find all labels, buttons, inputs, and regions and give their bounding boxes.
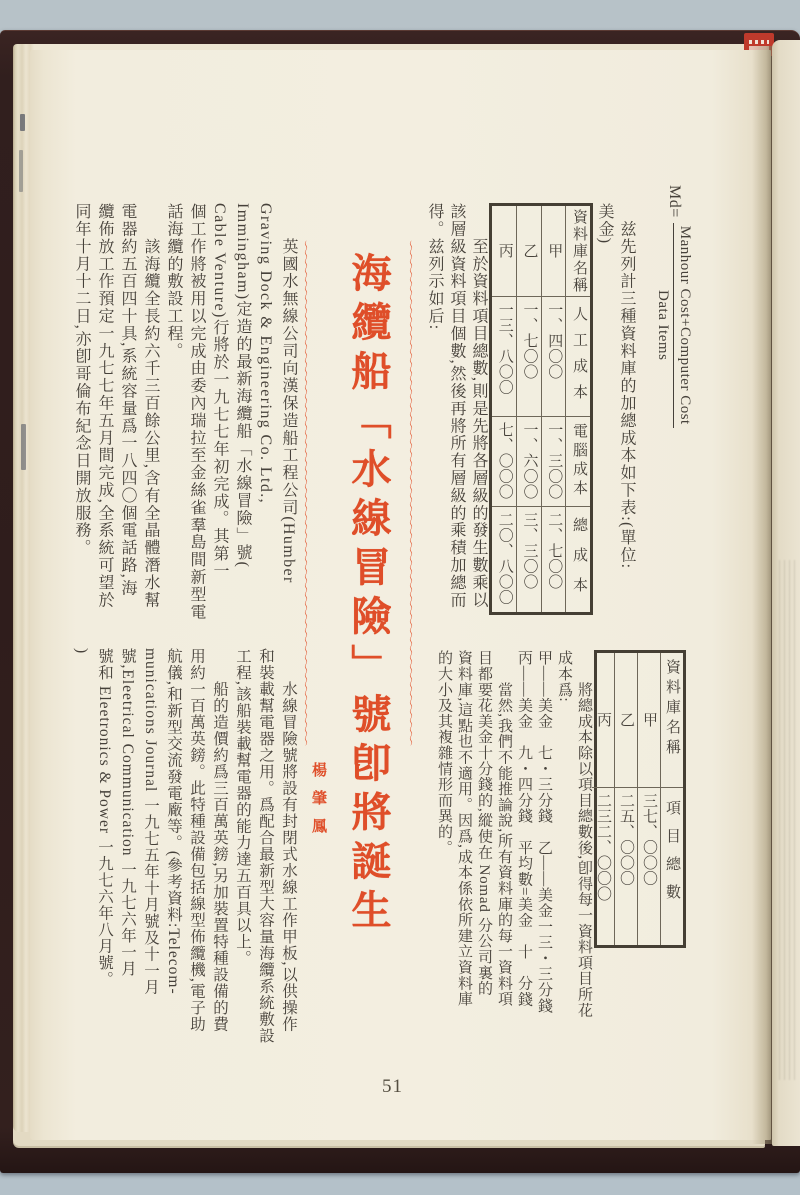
cost-table-row <box>492 206 516 612</box>
text-column: 號,Eleetrical Communication 一九七六年一月 <box>119 648 136 977</box>
items-table-header-strip <box>660 653 683 945</box>
cost-table-header-strip <box>565 206 590 612</box>
total-items-value: 二三二、〇〇〇 <box>592 787 614 945</box>
text-column: 纜佈放工作預定一九七七年五月間完成,全系統可望於 <box>96 203 113 609</box>
text-column: 當然,我們不能推論說,所有資料庫的每一資料項 <box>496 650 512 1007</box>
text-column: 兹先列計三種資料庫的加總成本如下表:(單位: <box>618 203 635 570</box>
text-column: 航儀,和新型交流發電廠等。(參考資料:Telecom- <box>165 648 182 995</box>
book-gutter-shadow <box>752 46 772 1144</box>
total-cost-value: 三、三〇〇 <box>517 506 541 612</box>
col-header-computer-cost: 電腦成本 <box>566 416 590 506</box>
page <box>30 50 771 1140</box>
row-label: 乙 <box>521 243 538 259</box>
text-column: Graving Dock & Engineering Co. Ltd., <box>257 203 274 505</box>
text-column: 工程,該船裝載幫電器的能力達五百具以上。 <box>234 648 251 967</box>
text-column: 將總成本除以項目總數後,卽得每一資料項目所花 <box>576 650 592 1018</box>
text-column: munications Journal 一九七五年十月號及十一月 <box>142 648 159 996</box>
text-column: ) <box>73 648 90 655</box>
computer-cost-value: 一、三〇〇 <box>542 416 566 506</box>
text-column: 個工作將被用以完成由委內瑞拉至金絲雀羣島間新型電 <box>188 203 205 621</box>
text-column: 電器約五百四十具,系統容量爲一八四〇個電話路,海 <box>119 203 136 597</box>
cost-table-row <box>516 206 541 612</box>
items-table-row <box>637 653 660 945</box>
labor-cost-value: 一、四〇〇 <box>542 296 566 416</box>
text-column: 得。兹列示如后: <box>426 203 443 331</box>
total-cost-value: 二〇、八〇〇 <box>492 506 516 612</box>
text-column: 同年十月十二日,亦卽哥倫布紀念日開放服務。 <box>73 203 90 557</box>
text-column: 水線冒險號將設有封閉式水線工作甲板,以供操作 <box>280 648 297 1033</box>
text-column: 的大小及其複雜情形而異的。 <box>436 650 452 856</box>
article2-bottom-band <box>58 648 300 1054</box>
text-column: 號和 Eleetronics & Power 一九七六年八月號。 <box>96 648 113 988</box>
total-items-value: 二五、〇〇〇 <box>615 787 637 945</box>
text-column: 和裝載幫電器之用。爲配合最新型大容量海纜系統敷設 <box>257 648 274 1044</box>
total-items-value: 三七、〇〇〇 <box>638 787 660 945</box>
page-edge-ink-mark <box>21 424 26 470</box>
computer-cost-value: 一、六〇〇 <box>517 416 541 506</box>
computer-cost-value: 七、〇〇〇 <box>492 416 516 506</box>
col-header-total-items: 項目總數 <box>661 787 683 945</box>
row-label: 甲 <box>641 712 657 728</box>
cost-table <box>489 203 593 615</box>
page-number: 51 <box>382 1076 403 1097</box>
formula-denominator: Data Items <box>655 290 672 361</box>
page-edge-ink-mark <box>19 150 23 192</box>
row-label: 甲 <box>546 243 563 259</box>
items-table-row <box>592 653 614 945</box>
row-label: 丙 <box>496 243 513 259</box>
items-table-row <box>614 653 637 945</box>
text-column: 美金) <box>596 203 613 245</box>
col-header-labor-cost: 人工成本 <box>566 296 590 416</box>
page-edge-ink-mark <box>20 114 25 131</box>
row-label: 乙 <box>618 712 634 728</box>
text-column: 甲——美金 七・三分錢 乙——美金一三・三分錢 <box>536 650 552 1014</box>
text-column: 該海纜全長約六千三百餘公里,含有全晶體潛水幫 <box>142 203 159 609</box>
row-label: 丙 <box>595 712 611 728</box>
article1-top-band <box>423 183 709 633</box>
labor-cost-value: 一、七〇〇 <box>517 296 541 416</box>
col-header-database-name: 資料庫名稱 <box>571 209 587 294</box>
text-column: 話海纜的敷設工程。 <box>165 203 182 360</box>
opposite-page-ghost-text <box>779 560 798 1080</box>
text-column: 資料庫,這點也不適用。因爲,成本係依所建立資料庫 <box>456 650 472 1007</box>
text-column: Cable Venture)行將於一九七七年初完成。其第一 <box>211 203 228 580</box>
article1-bottom-band <box>420 650 686 1054</box>
ornament-rule-right: 〜〜〜〜〜〜〜〜〜〜〜〜〜〜〜〜〜〜〜〜〜〜〜〜〜〜〜〜〜〜〜〜〜〜〜〜〜〜〜〜〜〜〜〜〜〜〜〜〜〜〜〜〜〜〜〜 <box>404 240 416 744</box>
col-header-total-cost: 總成本 <box>566 506 590 612</box>
cost-table-row <box>541 206 566 612</box>
text-column: Immingham)定造的最新海纜船「水線冒險」號( <box>234 203 251 569</box>
ornament-rule-left: 〜〜〜〜〜〜〜〜〜〜〜〜〜〜〜〜〜〜〜〜〜〜〜〜〜〜〜〜〜〜〜〜〜〜〜〜〜〜〜〜〜〜〜〜〜〜〜〜〜〜〜〜〜〜〜〜 <box>299 240 311 744</box>
text-column: 用約一百萬英鎊。此特種設備包括線型佈纜機,電子助 <box>188 648 205 1033</box>
article2-title-block <box>296 240 418 970</box>
formula-fraction <box>655 223 694 428</box>
text-column: 丙——美金 九・四分錢 平均數=美金 十 分錢 <box>516 650 532 1007</box>
formula-numerator: Manhour Cost+Computer Cost <box>674 223 694 428</box>
text-column: 船的造價約爲三百萬英鎊,另加裝置特種設備的費 <box>211 648 228 1033</box>
text-column: 成本爲: <box>556 650 572 703</box>
formula-lhs: Md= <box>666 185 683 218</box>
article2-author: 楊肇鳳 <box>310 762 326 846</box>
total-cost-value: 二、七〇〇 <box>542 506 566 612</box>
text-column: 至於資料項目總數,則是先將各層級的發生數乘以 <box>470 203 487 609</box>
article2-top-band <box>58 183 300 633</box>
col-header-database-name: 資料庫名稱 <box>664 659 680 759</box>
text-column: 英國水無線公司向漢保造船工程公司(Humber <box>280 203 297 584</box>
text-column: 該層級資料項目個數,然後再將所有層級的乘積加總而 <box>448 203 465 609</box>
items-table <box>594 650 686 948</box>
cost-formula <box>637 183 709 465</box>
article2-title: 海纜船「水線冒險」號卽將誕生 <box>346 252 391 938</box>
text-column: 目都要花美金十分錢的,縱使在 Nomad 分公司裏的 <box>476 650 492 997</box>
labor-cost-value: 一三、八〇〇 <box>492 296 516 416</box>
